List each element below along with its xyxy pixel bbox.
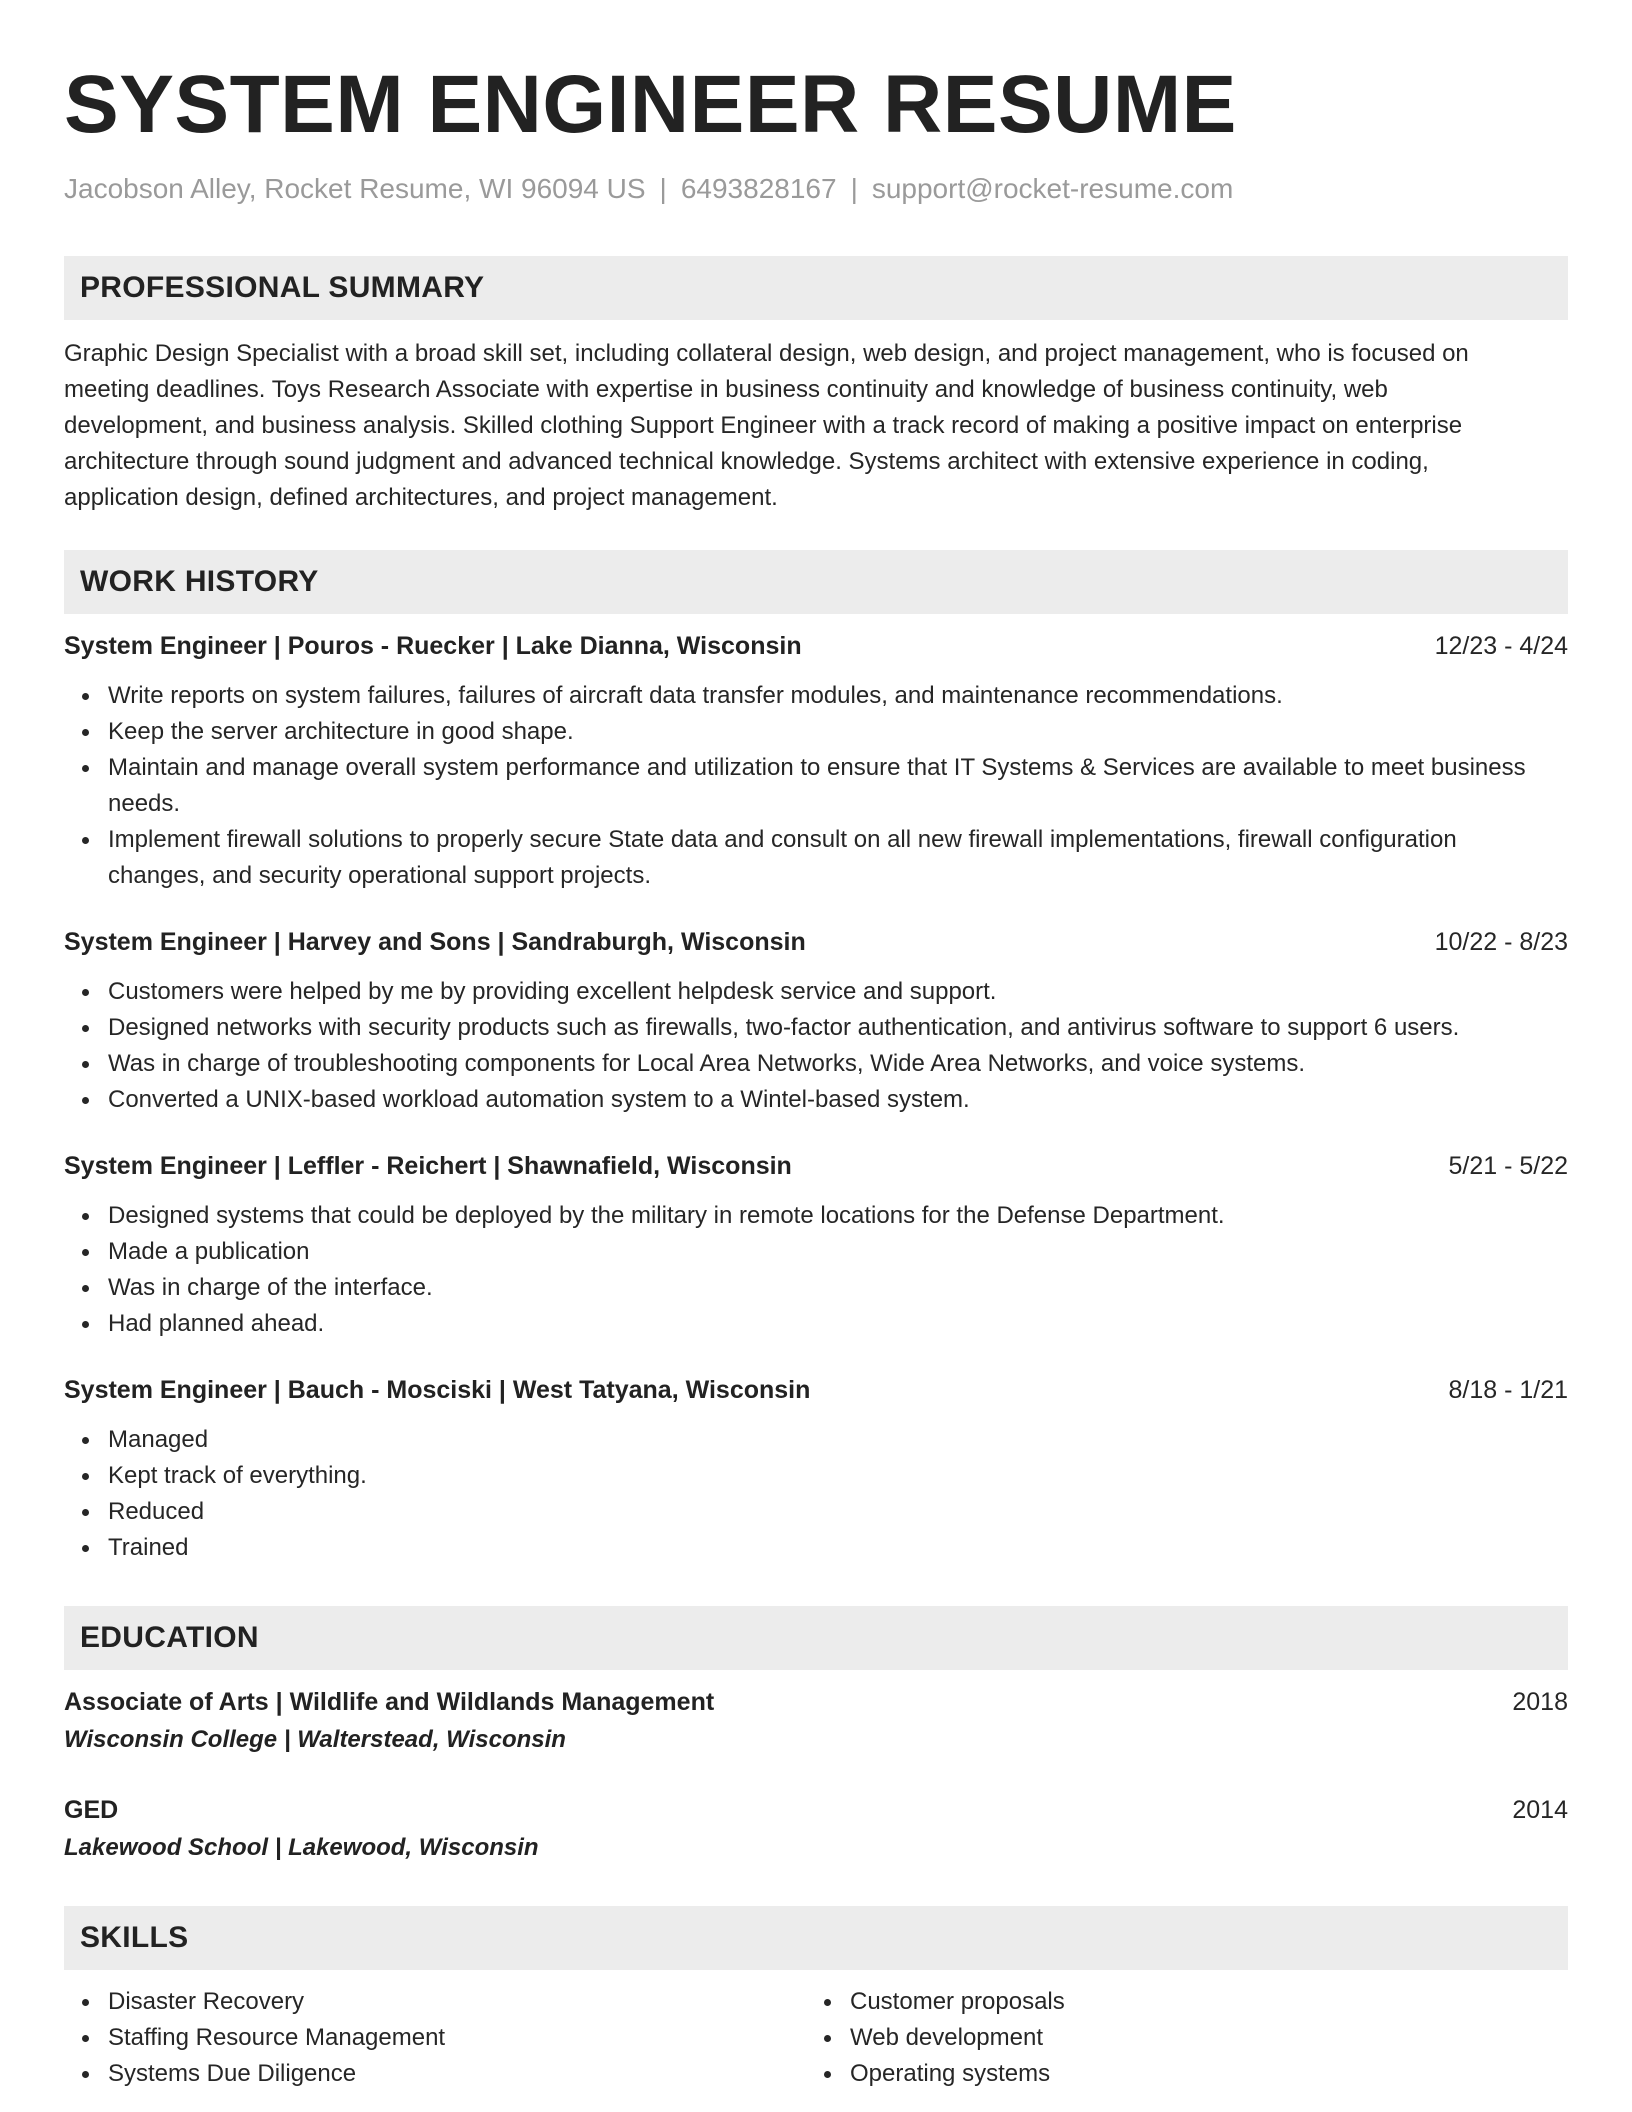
- education-entry: [64, 1792, 1568, 1866]
- education-school: Wisconsin College | Walterstead, Wisconsin: [64, 1726, 566, 1753]
- job-bullet: Was in charge of the interface.: [108, 1270, 1568, 1306]
- education-year: 2018: [1512, 1688, 1568, 1716]
- education-degree: GED: [64, 1796, 119, 1824]
- job-bullet: Keep the server architecture in good shape.: [108, 714, 1568, 750]
- job-title: System Engineer | Leffler - Reichert | Shawnafield, Wisconsin: [64, 1152, 792, 1180]
- job-bullet: Write reports on system failures, failures of aircraft data transfer modules, and maintenance recommendations.: [108, 678, 1568, 714]
- contact-separator: |: [850, 173, 858, 204]
- job-bullet: Reduced: [108, 1494, 1568, 1530]
- education-header: [64, 1792, 1568, 1828]
- job-header: [64, 628, 1568, 664]
- job-bullet: Was in charge of troubleshooting components for Local Area Networks, Wide Area Networks, and voice systems.: [108, 1046, 1568, 1082]
- contact-email[interactable]: support@rocket-resume.com: [871, 173, 1234, 204]
- contact-line: [64, 172, 1568, 206]
- job-title: System Engineer | Harvey and Sons | Sandraburgh, Wisconsin: [64, 928, 806, 956]
- skill-item: Systems Due Diligence: [108, 2056, 806, 2092]
- job-bullet: Designed networks with security products such as firewalls, two-factor authentication, and antivirus software to support 6 users.: [108, 1010, 1568, 1046]
- job-bullet: Trained: [108, 1530, 1568, 1566]
- job-dates: 5/21 - 5/22: [1448, 1152, 1568, 1180]
- education-degree: Associate of Arts | Wildlife and Wildlands Management: [64, 1688, 715, 1716]
- contact-address: Jacobson Alley, Rocket Resume, WI 96094 US: [64, 173, 646, 204]
- job-bullet: Designed systems that could be deployed by the military in remote locations for the Defense Department.: [108, 1198, 1568, 1234]
- job-dates: 8/18 - 1/21: [1448, 1376, 1568, 1404]
- education-year: 2014: [1512, 1796, 1568, 1824]
- skill-item: Web development: [850, 2020, 1548, 2056]
- job-entry: [64, 628, 1568, 894]
- job-bullets: [64, 974, 1568, 1118]
- job-bullets: [64, 1198, 1568, 1342]
- skills-grid: [64, 1984, 1568, 2092]
- job-bullet: Maintain and manage overall system performance and utilization to ensure that IT Systems & Services are available to meet business needs.: [108, 750, 1568, 822]
- section-header-skills: SKILLS: [64, 1906, 1568, 1970]
- job-title: System Engineer | Pouros - Ruecker | Lake Dianna, Wisconsin: [64, 632, 802, 660]
- job-entry: [64, 1148, 1568, 1342]
- job-bullet: Kept track of everything.: [108, 1458, 1568, 1494]
- job-bullets: [64, 678, 1568, 894]
- section-header-work-history: WORK HISTORY: [64, 550, 1568, 614]
- skill-item: Staffing Resource Management: [108, 2020, 806, 2056]
- education-school: Lakewood School | Lakewood, Wisconsin: [64, 1834, 539, 1861]
- resume-title: SYSTEM ENGINEER RESUME: [64, 59, 1237, 150]
- skill-item: Operating systems: [850, 2056, 1548, 2092]
- skills-list: [806, 1984, 1548, 2092]
- skills-column-left: [64, 1984, 806, 2092]
- job-dates: 12/23 - 4/24: [1434, 632, 1568, 660]
- contact-separator: |: [659, 173, 667, 204]
- contact-phone: 6493828167: [680, 173, 837, 204]
- job-title: System Engineer | Bauch - Mosciski | West Tatyana, Wisconsin: [64, 1376, 811, 1404]
- skill-item: Customer proposals: [850, 1984, 1548, 2020]
- job-bullet: Had planned ahead.: [108, 1306, 1568, 1342]
- resume-page: [64, 56, 1568, 2092]
- job-entry: [64, 1372, 1568, 1566]
- job-bullet: Customers were helped by me by providing excellent helpdesk service and support.: [108, 974, 1568, 1010]
- skill-item: Disaster Recovery: [108, 1984, 806, 2020]
- summary-text: Graphic Design Specialist with a broad skill set, including collateral design, web design, and project management, who is focused on meeting deadlines. Toys Research Associate with expertise in business continuity and knowledge of business continuity, web development, and business analysis. Skilled clothing Support Engineer with a track record of making a positive impact on enterprise architecture through sound judgment and advanced technical knowledge. Systems architect with extensive experience in coding, application design, defined architectures, and project management.: [64, 340, 1469, 511]
- job-bullet: Managed: [108, 1422, 1568, 1458]
- section-header-education: EDUCATION: [64, 1606, 1568, 1670]
- job-header: [64, 924, 1568, 960]
- education-entry: [64, 1684, 1568, 1758]
- job-header: [64, 1148, 1568, 1184]
- job-entry: [64, 924, 1568, 1118]
- job-bullet: Converted a UNIX-based workload automation system to a Wintel-based system.: [108, 1082, 1568, 1118]
- section-header-summary: PROFESSIONAL SUMMARY: [64, 256, 1568, 320]
- job-bullet: Implement firewall solutions to properly secure State data and consult on all new firewall implementations, firewall configuration changes, and security operational support projects.: [108, 822, 1568, 894]
- job-bullet: Made a publication: [108, 1234, 1568, 1270]
- skills-list: [64, 1984, 806, 2092]
- education-header: [64, 1684, 1568, 1720]
- job-dates: 10/22 - 8/23: [1434, 928, 1568, 956]
- job-header: [64, 1372, 1568, 1408]
- job-bullets: [64, 1422, 1568, 1566]
- skills-column-right: [806, 1984, 1548, 2092]
